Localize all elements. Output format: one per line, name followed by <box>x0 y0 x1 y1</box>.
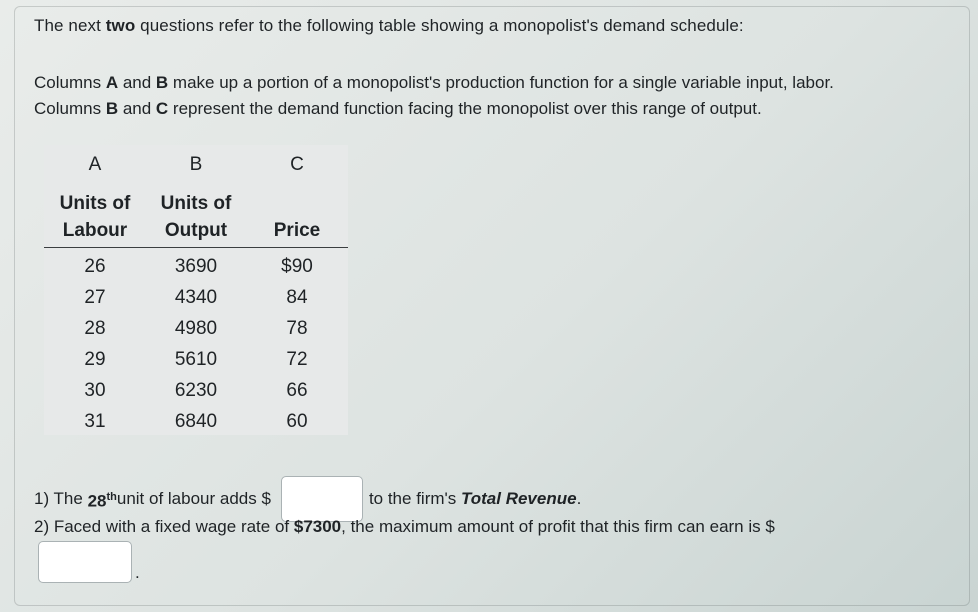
output-cell: 5610 <box>174 348 218 370</box>
q2-period: . <box>135 563 140 582</box>
labour-cell: 30 <box>84 379 106 401</box>
text: and <box>118 99 156 118</box>
header-row-2 <box>44 215 348 248</box>
q2-wage: $7300 <box>293 517 342 536</box>
table-row <box>44 344 348 375</box>
text: make up a portion of a monopolist's production function for a single variable input, labor. <box>168 73 834 92</box>
column-letter-row <box>44 145 348 185</box>
header-labour: Labour <box>44 215 146 248</box>
text: and <box>118 73 156 92</box>
q2-answer-row <box>38 541 140 583</box>
labour-cell: 28 <box>84 317 106 339</box>
output-cell: 6840 <box>174 410 218 432</box>
description-line-1 <box>34 70 834 96</box>
price-cell: 78 <box>286 317 308 339</box>
header-price-top <box>246 185 348 215</box>
column-letter-c: C <box>290 154 304 175</box>
question-2 <box>34 516 775 538</box>
description-line-2 <box>34 96 834 122</box>
q2-answer-input[interactable] <box>38 541 132 583</box>
demand-schedule-table <box>44 145 348 435</box>
header-output: Output <box>146 215 246 248</box>
output-cell: 6230 <box>174 379 218 401</box>
q1-prefix: 1) The <box>34 489 83 508</box>
column-letter-a: A <box>88 154 102 175</box>
col-ref: C <box>155 99 169 118</box>
output-cell: 4980 <box>174 317 218 339</box>
table-row <box>44 375 348 406</box>
q2-suffix: , the maximum amount of profit that this firm can earn is $ <box>341 517 775 536</box>
intro-suffix: questions refer to the following table showing a monopolist's demand schedule: <box>135 16 744 35</box>
price-cell: 60 <box>286 410 308 432</box>
header-price: Price <box>246 215 348 248</box>
output-cell: 3690 <box>174 255 218 277</box>
price-cell: $90 <box>281 255 313 277</box>
q1-suffix-a: to the firm's <box>368 489 457 508</box>
column-letter-b: B <box>189 154 203 175</box>
q2-prefix: 2) Faced with a fixed wage rate of <box>34 517 294 536</box>
labour-cell: 27 <box>84 286 106 308</box>
table-row <box>44 282 348 313</box>
intro-text <box>34 16 744 36</box>
col-ref: B <box>155 73 169 92</box>
text: represent the demand function facing the monopolist over this range of output. <box>168 99 762 118</box>
price-cell: 84 <box>286 286 308 308</box>
header-output-top: Units of <box>160 193 232 214</box>
labour-cell: 31 <box>84 410 106 432</box>
q1-period: . <box>576 489 582 508</box>
price-cell: 66 <box>286 379 308 401</box>
table-row <box>44 313 348 344</box>
q1-middle: unit of labour adds $ <box>116 489 271 508</box>
output-cell: 4340 <box>174 286 218 308</box>
price-cell: 72 <box>286 348 308 370</box>
text: Columns <box>34 73 106 92</box>
col-ref: B <box>105 99 119 118</box>
q1-ordinal-number: 28 <box>87 491 107 511</box>
intro-bold: two <box>105 16 136 35</box>
table-row <box>44 406 348 437</box>
text: Columns <box>34 99 106 118</box>
header-labour-top: Units of <box>59 193 131 214</box>
header-row-1 <box>44 185 348 215</box>
description-paragraph <box>34 70 834 122</box>
labour-cell: 26 <box>84 255 106 277</box>
q1-ordinal <box>88 486 117 513</box>
intro-prefix: The next <box>34 16 106 35</box>
q1-ordinal-suffix: th <box>106 490 117 503</box>
table-row <box>44 248 348 283</box>
labour-cell: 29 <box>84 348 106 370</box>
col-ref: A <box>105 73 119 92</box>
q1-total-revenue: Total Revenue <box>461 489 577 508</box>
